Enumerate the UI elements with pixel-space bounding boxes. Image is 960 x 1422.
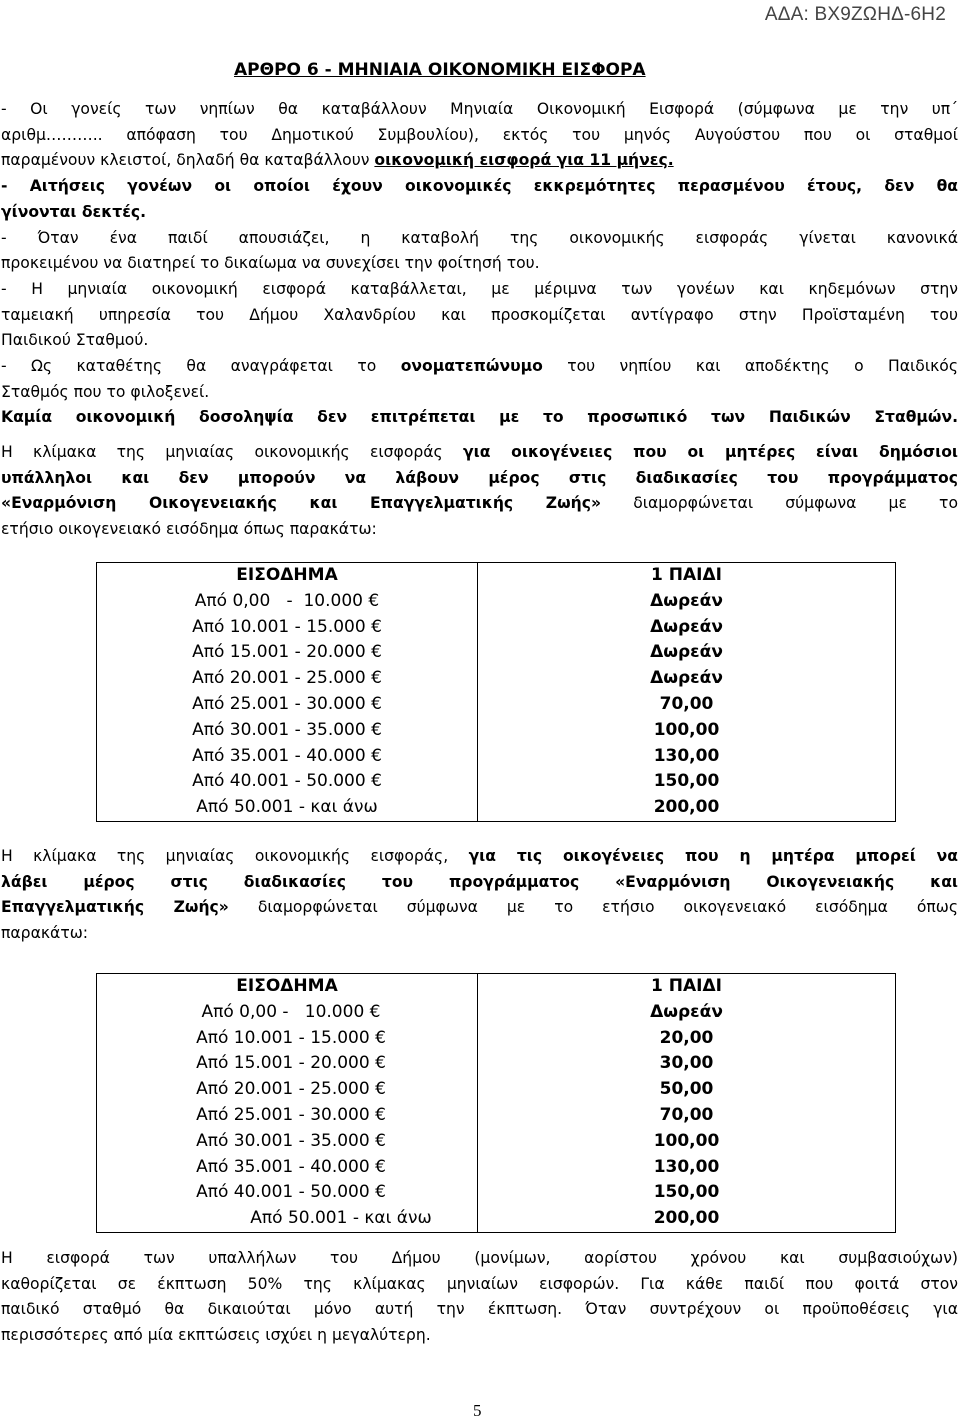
fee-table-public-servants <box>96 562 896 822</box>
text-line: - Η μηνιαία οικονομική εισφορά καταβάλλεται, με μέριμνα των γονέων και κηδεμόνων στην <box>1 279 958 298</box>
table-row <box>97 1000 896 1026</box>
monthly-fee: 200,00 <box>478 795 896 821</box>
monthly-fee: 70,00 <box>478 692 896 718</box>
table-header-row <box>97 563 896 589</box>
eleven-months-emphasis: οικονομική εισφορά για 11 μήνες. <box>374 151 674 170</box>
table-row <box>97 1077 896 1103</box>
page-number: 5 <box>473 1401 482 1420</box>
scale-intro-program-eligible <box>1 844 958 947</box>
table-row <box>97 1206 896 1232</box>
table-row <box>97 1051 896 1077</box>
income-bracket: Από 20.001 - 25.000 € <box>97 1077 478 1103</box>
text-line: αριθμ……….. απόφαση του Δημοτικού Συμβουλίου), εκτός του μηνός Αυγούστου που οι σταθμοί <box>1 125 958 144</box>
income-bracket: Από 50.001 - και άνω <box>97 795 478 821</box>
income-bracket: Από 15.001 - 20.000 € <box>97 1051 478 1077</box>
income-bracket: Από 35.001 - 40.000 € <box>97 744 478 770</box>
text-line: Επαγγελματικής Ζωής» διαμορφώνεται σύμφωνα με το ετήσιο οικογενειακό εισόδημα όπως <box>1 898 959 917</box>
article-title: ΑΡΘΡΟ 6 - ΜΗΝΙΑΙΑ ΟΙΚΟΝΟΜΙΚΗ ΕΙΣΦΟΡΑ <box>234 60 646 80</box>
income-bracket: Από 15.001 - 20.000 € <box>97 640 478 666</box>
text-line: ταμειακή υπηρεσία του Δήμου Χαλανδρίου και προσκομίζεται αντίγραφο στην Προϊσταμένη του <box>1 305 958 324</box>
monthly-fee: 130,00 <box>478 744 896 770</box>
table-row <box>97 1129 896 1155</box>
income-bracket: Από 35.001 - 40.000 € <box>97 1155 478 1181</box>
monthly-fee: 70,00 <box>478 1103 896 1129</box>
text-line: - Αιτήσεις γονέων οι οποίοι έχουν οικονομικές εκκρεμότητες περασμένου έτους, δεν θα <box>1 177 958 196</box>
table-row <box>97 744 896 770</box>
table-row <box>97 1103 896 1129</box>
header-income: ΕΙΣΟΔΗΜΑ <box>97 974 478 1000</box>
text-line: - Όταν ένα παιδί απουσιάζει, η καταβολή της οικονομικής εισφοράς γίνεται κανονικά <box>1 228 958 247</box>
table-row <box>97 795 896 821</box>
header-one-child: 1 ΠΑΙΔΙ <box>478 563 896 589</box>
text-line: Η κλίμακα της μηνιαίας οικονομικής εισφοράς, για τις οικογένειες που η μητέρα μπορεί να <box>1 847 958 865</box>
text-line: Η κλίμακα της μηνιαίας οικονομικής εισφοράς για οικογένειες που οι μητέρες είναι δημόσιοι <box>1 443 958 461</box>
income-bracket: Από 30.001 - 35.000 € <box>97 1129 478 1155</box>
monthly-fee: 130,00 <box>478 1155 896 1181</box>
text-line: γίνονται δεκτές. <box>1 202 147 221</box>
text-line: καθορίζεται σε έκπτωση 50% της κλίμακας μηνιαίων εισφορών. Για κάθε παιδί που φοιτά στον <box>1 1274 958 1293</box>
monthly-fee: 150,00 <box>478 1180 896 1206</box>
scale-intro-public-servants <box>1 440 958 543</box>
monthly-fee: Δωρεάν <box>478 615 896 641</box>
table-row <box>97 615 896 641</box>
monthly-fee: Δωρεάν <box>478 1000 896 1026</box>
income-bracket: Από 0,00 - 10.000 € <box>97 1000 478 1026</box>
income-bracket: Από 40.001 - 50.000 € <box>97 1180 478 1206</box>
income-bracket: Από 10.001 - 15.000 € <box>97 1026 478 1052</box>
monthly-fee: 150,00 <box>478 769 896 795</box>
income-bracket: Από 30.001 - 35.000 € <box>97 718 478 744</box>
income-bracket: Από 40.001 - 50.000 € <box>97 769 478 795</box>
header-one-child: 1 ΠΑΙΔΙ <box>478 974 896 1000</box>
text-line: λάβει μέρος στις διαδικασίες του προγράμματος «Εναρμόνιση Οικογενειακής και <box>1 872 958 891</box>
text-line: παρακάτω: <box>1 924 89 943</box>
fee-table-program-eligible <box>96 973 896 1233</box>
text-line: «Εναρμόνιση Οικογενειακής και Επαγγελματικής Ζωής» διαμορφώνεται σύμφωνα με το <box>1 494 958 513</box>
monthly-fee: 200,00 <box>478 1206 896 1232</box>
monthly-fee: 20,00 <box>478 1026 896 1052</box>
monthly-fee: 30,00 <box>478 1051 896 1077</box>
monthly-fee: 100,00 <box>478 1129 896 1155</box>
text-line: - Οι γονείς των νηπίων θα καταβάλλουν Μηνιαία Οικονομική Εισφορά (σύμφωνα με την υπ΄ <box>1 100 958 118</box>
table-row <box>97 1026 896 1052</box>
text-line: υπάλληλοι και δεν μπορούν να λάβουν μέρος στις διαδικασίες του προγράμματος <box>1 468 958 487</box>
text-line: περισσότερες από μία εκπτώσεις ισχύει η μεγαλύτερη. <box>1 1326 431 1345</box>
income-bracket: Από 20.001 - 25.000 € <box>97 666 478 692</box>
table-row <box>97 640 896 666</box>
table-row <box>97 1155 896 1181</box>
text-line: παιδικό σταθμό θα δικαιούται μόνο αυτή την έκπτωση. Όταν συντρέχουν οι προϋποθέσεις για <box>1 1300 958 1319</box>
monthly-fee: Δωρεάν <box>478 666 896 692</box>
income-bracket: Από 25.001 - 30.000 € <box>97 692 478 718</box>
text-line: ετήσιο οικογενειακό εισόδημα όπως παρακάτω: <box>1 520 377 539</box>
employee-discount-paragraph <box>1 1246 958 1349</box>
table-row <box>97 666 896 692</box>
terms-paragraph <box>1 97 958 431</box>
table-header-row <box>97 974 896 1000</box>
monthly-fee: Δωρεάν <box>478 640 896 666</box>
text-line: Καμία οικονομική δοσοληψία δεν επιτρέπεται με το προσωπικό των Παιδικών Σταθμών. <box>1 408 958 427</box>
text-line: - Ως καταθέτης θα αναγράφεται το ονοματεπώνυμο του νηπίου και αποδέκτης ο Παιδικός <box>1 357 958 376</box>
income-bracket: Από 50.001 - και άνω <box>97 1206 478 1232</box>
monthly-fee: 50,00 <box>478 1077 896 1103</box>
monthly-fee: Δωρεάν <box>478 589 896 615</box>
ada-code: ΑΔΑ: ΒΧ9ΖΩΗΔ-6Η2 <box>764 4 946 25</box>
table-row <box>97 589 896 615</box>
income-bracket: Από 0,00 - 10.000 € <box>97 589 478 615</box>
table-row <box>97 718 896 744</box>
monthly-fee: 100,00 <box>478 718 896 744</box>
text-line: Σταθμός που το φιλοξενεί. <box>1 382 210 401</box>
text-line: Παιδικού Σταθμού. <box>1 331 149 350</box>
text-line: παραμένουν κλειστοί, δηλαδή θα καταβάλλουν οικονομική εισφορά για 11 μήνες. <box>1 151 674 170</box>
income-bracket: Από 25.001 - 30.000 € <box>97 1103 478 1129</box>
text-line: προκειμένου να διατηρεί το δικαίωμα να συνεχίσει την φοίτησή του. <box>1 254 540 273</box>
table-row <box>97 769 896 795</box>
header-income: ΕΙΣΟΔΗΜΑ <box>97 563 478 589</box>
table-row <box>97 692 896 718</box>
income-bracket: Από 10.001 - 15.000 € <box>97 615 478 641</box>
text-line: Η εισφορά των υπαλλήλων του Δήμου (μονίμων, αορίστου χρόνου και συμβασιούχων) <box>1 1249 958 1267</box>
table-row <box>97 1180 896 1206</box>
